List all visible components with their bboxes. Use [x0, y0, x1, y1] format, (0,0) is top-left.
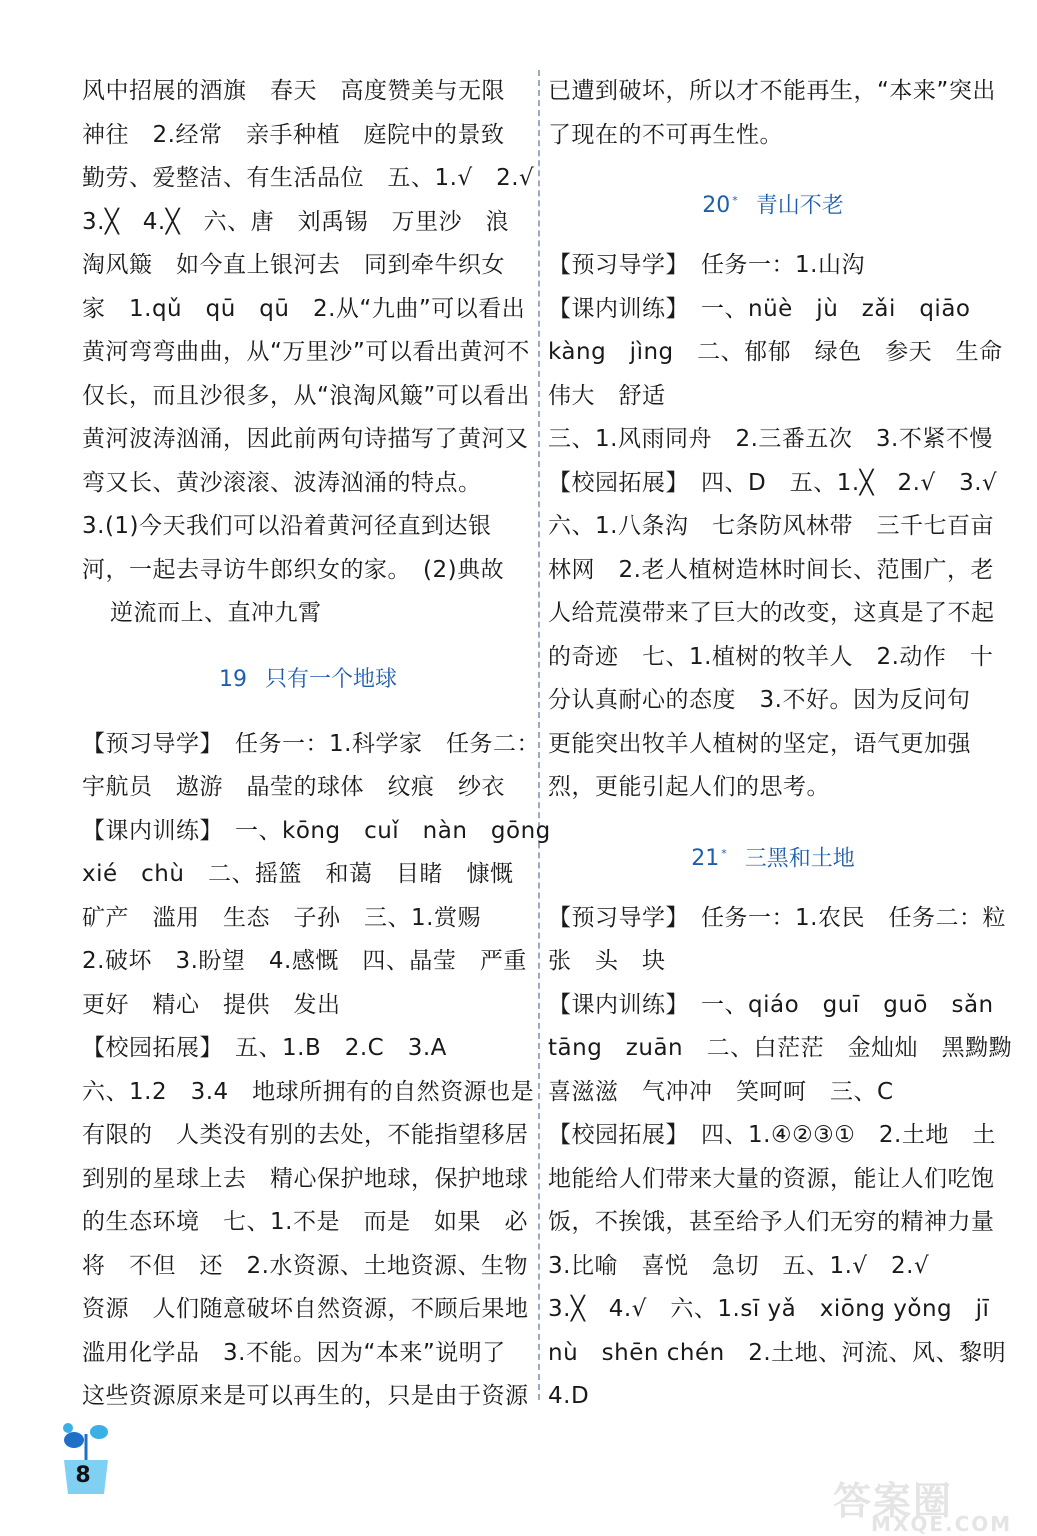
- text-line: 【预习导学】 任务一：1.农民 任务二：粒: [548, 904, 1006, 931]
- text-line: 烈，更能引起人们的思考。: [548, 774, 830, 800]
- text-line: 伟大 舒适: [548, 382, 666, 409]
- text-line: 三、1.风雨同舟 2.三番五次 3.不紧不慢: [548, 426, 993, 452]
- text-line: 3.╳ 4.√ 六、1.sī yǎ xiōng yǒng jī: [548, 1296, 990, 1322]
- section-title-21: [548, 810, 998, 897]
- text-line: 神往 2.经常 亲手种植 庭院中的景致: [82, 121, 505, 148]
- text-line: 黄河弯弯曲曲，从“万里沙”可以看出黄河不: [82, 339, 530, 365]
- section-number: 20 *: [702, 193, 738, 219]
- text-line: 人给荒漠带来了巨大的改变，这真是了不起: [548, 600, 995, 626]
- text-line: 宇航员 遨游 晶莹的球体 纹痕 纱衣: [82, 774, 505, 800]
- answer-block-18: [82, 70, 534, 636]
- text-line: tāng zuān 二、白茫茫 金灿灿 黑黝黝: [548, 1035, 1013, 1061]
- text-line: 家 1.qǔ qū qū 2.从“九曲”可以看出: [82, 295, 526, 322]
- text-line: 到别的星球上去 精心保护地球，保护地球: [82, 1165, 529, 1192]
- text-line: 3.╳ 4.╳ 六、唐 刘禹锡 万里沙 浪: [82, 208, 510, 235]
- text-line: 更能突出牧羊人植树的坚定，语气更加强: [548, 730, 971, 757]
- text-line: 【课内训练】 一、qiáo guī guō sǎn: [548, 991, 994, 1018]
- text-line: 更好 精心 提供 发出: [82, 991, 341, 1018]
- text-line: 的生态环境 七、1.不是 而是 如果 必: [82, 1209, 528, 1235]
- section-number: 21 *: [691, 845, 727, 871]
- text-line: 六、1.2 3.4 地球所拥有的自然资源也是: [82, 1078, 535, 1105]
- text-line: 张 头 块: [548, 948, 666, 974]
- text-line: nù shēn chén 2.土地、河流、风、黎明: [548, 1339, 1007, 1366]
- text-line: 【预习导学】 任务一：1.科学家 任务二：: [82, 730, 540, 757]
- text-line: 资源 人们随意破坏自然资源，不顾后果地: [82, 1296, 529, 1322]
- text-line: 有限的 人类没有别的去处，不能指望移居: [82, 1122, 529, 1148]
- text-line: 了现在的不可再生性。: [548, 121, 783, 148]
- section-heading: 青山不老: [755, 193, 844, 219]
- text-line: 风中招展的酒旗 春天 高度赞美与无限: [82, 78, 505, 104]
- answer-block-19: [82, 723, 551, 1419]
- answer-block-20: [548, 244, 1003, 810]
- text-line: 【校园拓展】 五、1.B 2.C 3.A: [82, 1035, 447, 1061]
- text-line: 【校园拓展】 四、1.④②③① 2.土地 土: [548, 1122, 996, 1148]
- text-line: 六、1.八条沟 七条防风林带 三千七百亩: [548, 513, 994, 539]
- page-number: 8: [75, 1463, 91, 1488]
- text-line: 这些资源原来是可以再生的，只是由于资源: [82, 1383, 529, 1409]
- answer-block-21: [548, 897, 1013, 1419]
- text-line: 分认真耐心的态度 3.不好。因为反问句: [548, 687, 971, 713]
- text-line: 地能给人们带来大量的资源，能让人们吃饱: [548, 1165, 995, 1192]
- text-line: 【课内训练】 一、kōng cuǐ nàn gōng: [82, 817, 551, 844]
- right-column: [548, 70, 1013, 1419]
- text-line: 河，一起去寻访牛郎织女的家。 (2)典故: [82, 556, 505, 583]
- text-line: 弯又长、黄沙滚滚、波涛汹涌的特点。: [82, 469, 482, 496]
- section-title-20: [548, 157, 998, 244]
- text-line: 2.破坏 3.盼望 4.感慨 四、晶莹 严重: [82, 948, 527, 974]
- text-line: 已遭到破坏，所以才不能再生，“本来”突出: [548, 78, 996, 104]
- text-line: 淘风簸 如今直上银河去 同到牵牛织女: [82, 252, 505, 278]
- text-line: 饭，不挨饿，甚至给予人们无穷的精神力量: [548, 1209, 995, 1235]
- section-heading: 只有一个地球: [264, 666, 397, 692]
- text-line: 矿产 滥用 生态 子孙 三、1.赏赐: [82, 904, 481, 931]
- text-line: 滥用化学品 3.不能。因为“本来”说明了: [82, 1339, 506, 1366]
- text-line: kàng jìng 二、郁郁 绿色 参天 生命: [548, 339, 1003, 365]
- text-line: 【校园拓展】 四、D 五、1.╳ 2.√ 3.√: [548, 469, 998, 496]
- section-heading: 三黑和土地: [744, 845, 855, 871]
- answer-block-19-cont: [548, 70, 998, 157]
- watermark-logo: 答案圈 MXQE.COM: [833, 1479, 1013, 1536]
- text-line: 勤劳、爱整洁、有生活品位 五、1.√ 2.√: [82, 165, 535, 191]
- text-line: 3.(1)今天我们可以沿着黄河径直到达银: [82, 513, 492, 539]
- section-number: 19: [218, 666, 247, 692]
- text-line: 黄河波涛汹涌，因此前两句诗描写了黄河又: [82, 426, 529, 452]
- text-line: 【预习导学】 任务一：1.山沟: [548, 252, 865, 278]
- section-title-19: [82, 636, 534, 723]
- text-line: 仅长，而且沙很多，从“浪淘风簸”可以看出: [82, 382, 530, 409]
- text-line: 的奇迹 七、1.植树的牧羊人 2.动作 十: [548, 643, 994, 670]
- text-line: 林网 2.老人植树造林时间长、范围广，老: [548, 556, 994, 583]
- text-line: 【课内训练】 一、nüè jù zǎi qiāo: [548, 295, 971, 322]
- left-column: [82, 70, 551, 1419]
- text-line-indented: 逆流而上、直冲九霄: [110, 600, 322, 626]
- text-line: xié chù 二、摇篮 和蔼 目睹 慷慨: [82, 861, 514, 887]
- text-line: 将 不但 还 2.水资源、土地资源、生物: [82, 1252, 528, 1279]
- text-line: 喜滋滋 气冲冲 笑呵呵 三、C: [548, 1078, 894, 1105]
- text-line: 4.D: [548, 1383, 590, 1409]
- text-line: 3.比喻 喜悦 急切 五、1.√ 2.√: [548, 1252, 930, 1279]
